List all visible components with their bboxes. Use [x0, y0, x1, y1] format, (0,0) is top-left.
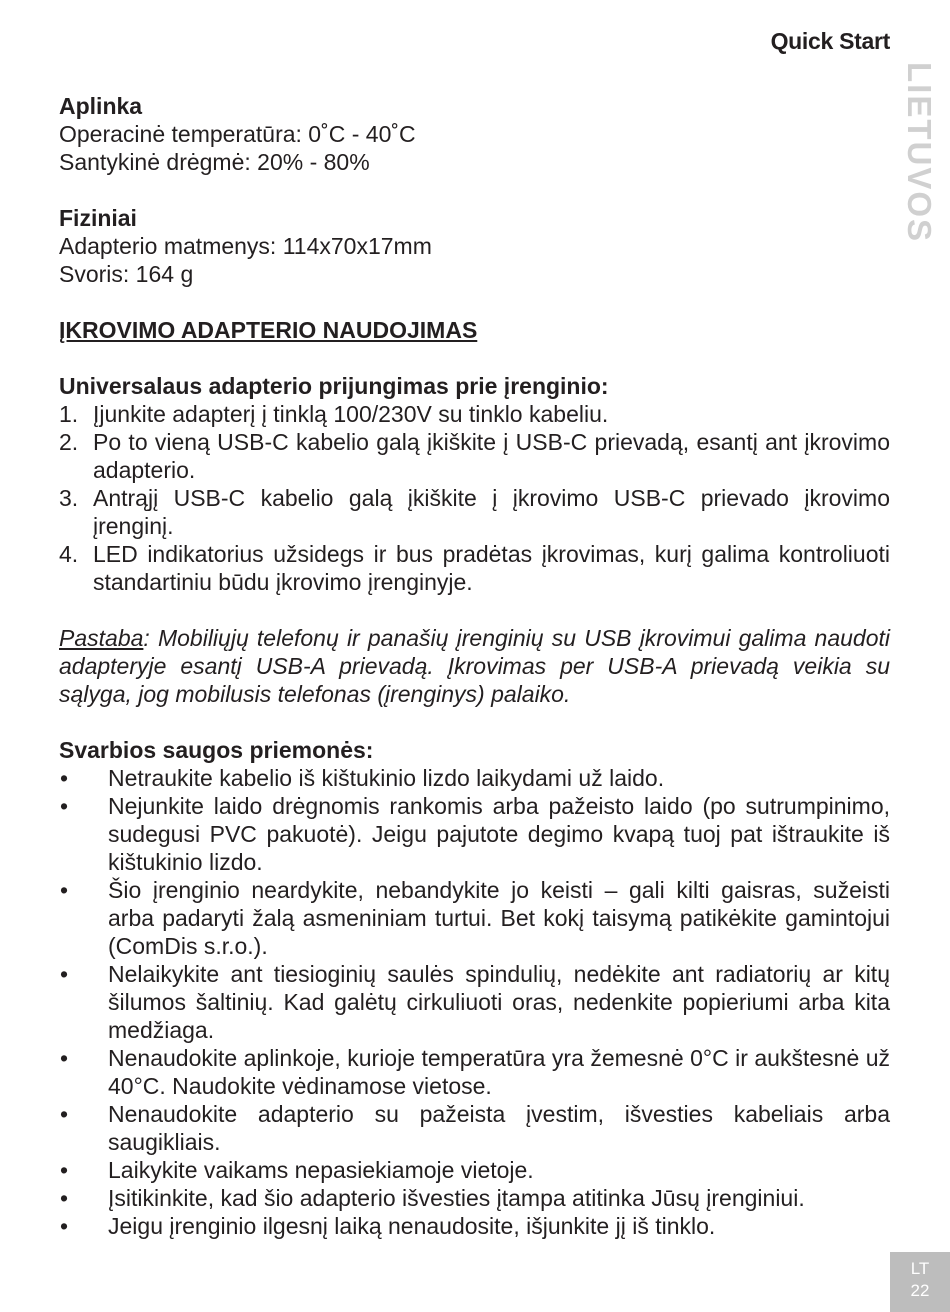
step-number: 3. [59, 485, 79, 511]
safety-item [59, 876, 890, 960]
bullet-icon: • [60, 961, 69, 987]
step-number: 1. [59, 401, 79, 427]
step-item [59, 540, 890, 596]
bullet-icon: • [60, 793, 69, 819]
step-text: Po to vieną USB-C kabelio galą įkiškite į USB-C prievadą, esantį ant įkrovimo adapterio. [93, 429, 890, 483]
safety-item [59, 1156, 890, 1184]
note-label: Pastaba [59, 625, 144, 651]
safety-item [59, 1100, 890, 1156]
bullet-icon: • [60, 1213, 69, 1239]
step-item [59, 428, 890, 484]
environment-line: Santykinė drėgmė: 20% - 80% [59, 149, 370, 175]
page-number: 22 [910, 1281, 930, 1300]
environment-heading: Aplinka [59, 93, 143, 119]
safety-item-text: Nenaudokite adapterio su pažeista įvestim, išvesties kabeliais arba saugikliais. [108, 1101, 890, 1155]
bullet-icon: • [60, 1185, 69, 1211]
safety-item-text: Šio įrenginio neardykite, nebandykite jo keisti – gali kilti gaisras, sužeisti arba padaryti žalą asmeniniam turtui. Bet kokį taisymą patikėkite gamintojui (ComDis s.r.o.). [108, 877, 890, 959]
safety-item-text: Nenaudokite aplinkoje, kurioje temperatūra yra žemesnė 0°C ir aukštesnė už 40°C. Naudokite vėdinamose vietose. [108, 1045, 890, 1099]
usage-steps-list [59, 400, 890, 596]
side-language-label: LIETUVOS [901, 62, 938, 244]
safety-item [59, 764, 890, 792]
step-number: 4. [59, 541, 79, 567]
safety-item [59, 1184, 890, 1212]
safety-item-text: Įsitikinkite, kad šio adapterio išvesties įtampa atitinka Jūsų įrenginiui. [108, 1185, 805, 1211]
note-paragraph [59, 624, 890, 708]
safety-item-text: Jeigu įrenginio ilgesnį laiką nenaudosite, išjunkite jį iš tinklo. [108, 1213, 716, 1239]
bullet-icon: • [60, 1045, 69, 1071]
safety-item [59, 1044, 890, 1100]
step-text: Antrąjį USB-C kabelio galą įkiškite į įkrovimo USB-C prievado įkrovimo įrenginį. [93, 485, 890, 539]
bullet-icon: • [60, 765, 69, 791]
safety-item [59, 792, 890, 876]
safety-item [59, 960, 890, 1044]
step-text: Įjunkite adapterį į tinklą 100/230V su tinklo kabeliu. [93, 401, 609, 427]
usage-heading: ĮKROVIMO ADAPTERIO NAUDOJIMAS [59, 317, 478, 343]
usage-subheading: Universalaus adapterio prijungimas prie įrenginio: [59, 373, 609, 399]
page-number-tab [890, 1252, 950, 1312]
physical-heading: Fiziniai [59, 205, 137, 231]
environment-line: Operacinė temperatūra: 0˚C - 40˚C [59, 121, 416, 147]
step-item [59, 400, 890, 428]
bullet-icon: • [60, 877, 69, 903]
bullet-icon: • [60, 1157, 69, 1183]
page-language-code: LT [910, 1259, 930, 1278]
safety-item-text: Nelaikykite ant tiesioginių saulės spindulių, nedėkite ant radiatorių ar kitų šilumos šaltinių. Kad galėtų cirkuliuoti oras, nedenkite popieriumi arba kita medžiaga. [108, 961, 890, 1043]
bullet-icon: • [60, 1101, 69, 1127]
physical-line: Svoris: 164 g [59, 261, 194, 287]
note-text: : Mobiliųjų telefonų ir panašių įrenginių su USB įkrovimui galima naudoti adapteryje esantį USB-A prievadą. Įkrovimas per USB-A prievadą veikia su sąlyga, jog mobilusis telefonas (įrenginys) palaiko. [59, 625, 890, 707]
header-title: Quick Start [770, 28, 890, 54]
step-number: 2. [59, 429, 79, 455]
safety-list [59, 764, 890, 1240]
safety-heading: Svarbios saugos priemonės: [59, 737, 374, 763]
step-item [59, 484, 890, 540]
document-body [59, 92, 890, 1240]
step-text: LED indikatorius užsidegs ir bus pradėtas įkrovimas, kurį galima kontroliuoti standartiniu būdu įkrovimo įrenginyje. [93, 541, 890, 595]
safety-item-text: Laikykite vaikams nepasiekiamoje vietoje. [108, 1157, 534, 1183]
safety-item-text: Netraukite kabelio iš kištukinio lizdo laikydami už laido. [108, 765, 665, 791]
physical-line: Adapterio matmenys: 114x70x17mm [59, 233, 432, 259]
safety-item-text: Nejunkite laido drėgnomis rankomis arba pažeisto laido (po sutrumpinimo, sudegusi PVC pakuotė). Jeigu pajutote degimo kvapą tuoj pat ištraukite iš kištukinio lizdo. [108, 793, 890, 875]
safety-item [59, 1212, 890, 1240]
